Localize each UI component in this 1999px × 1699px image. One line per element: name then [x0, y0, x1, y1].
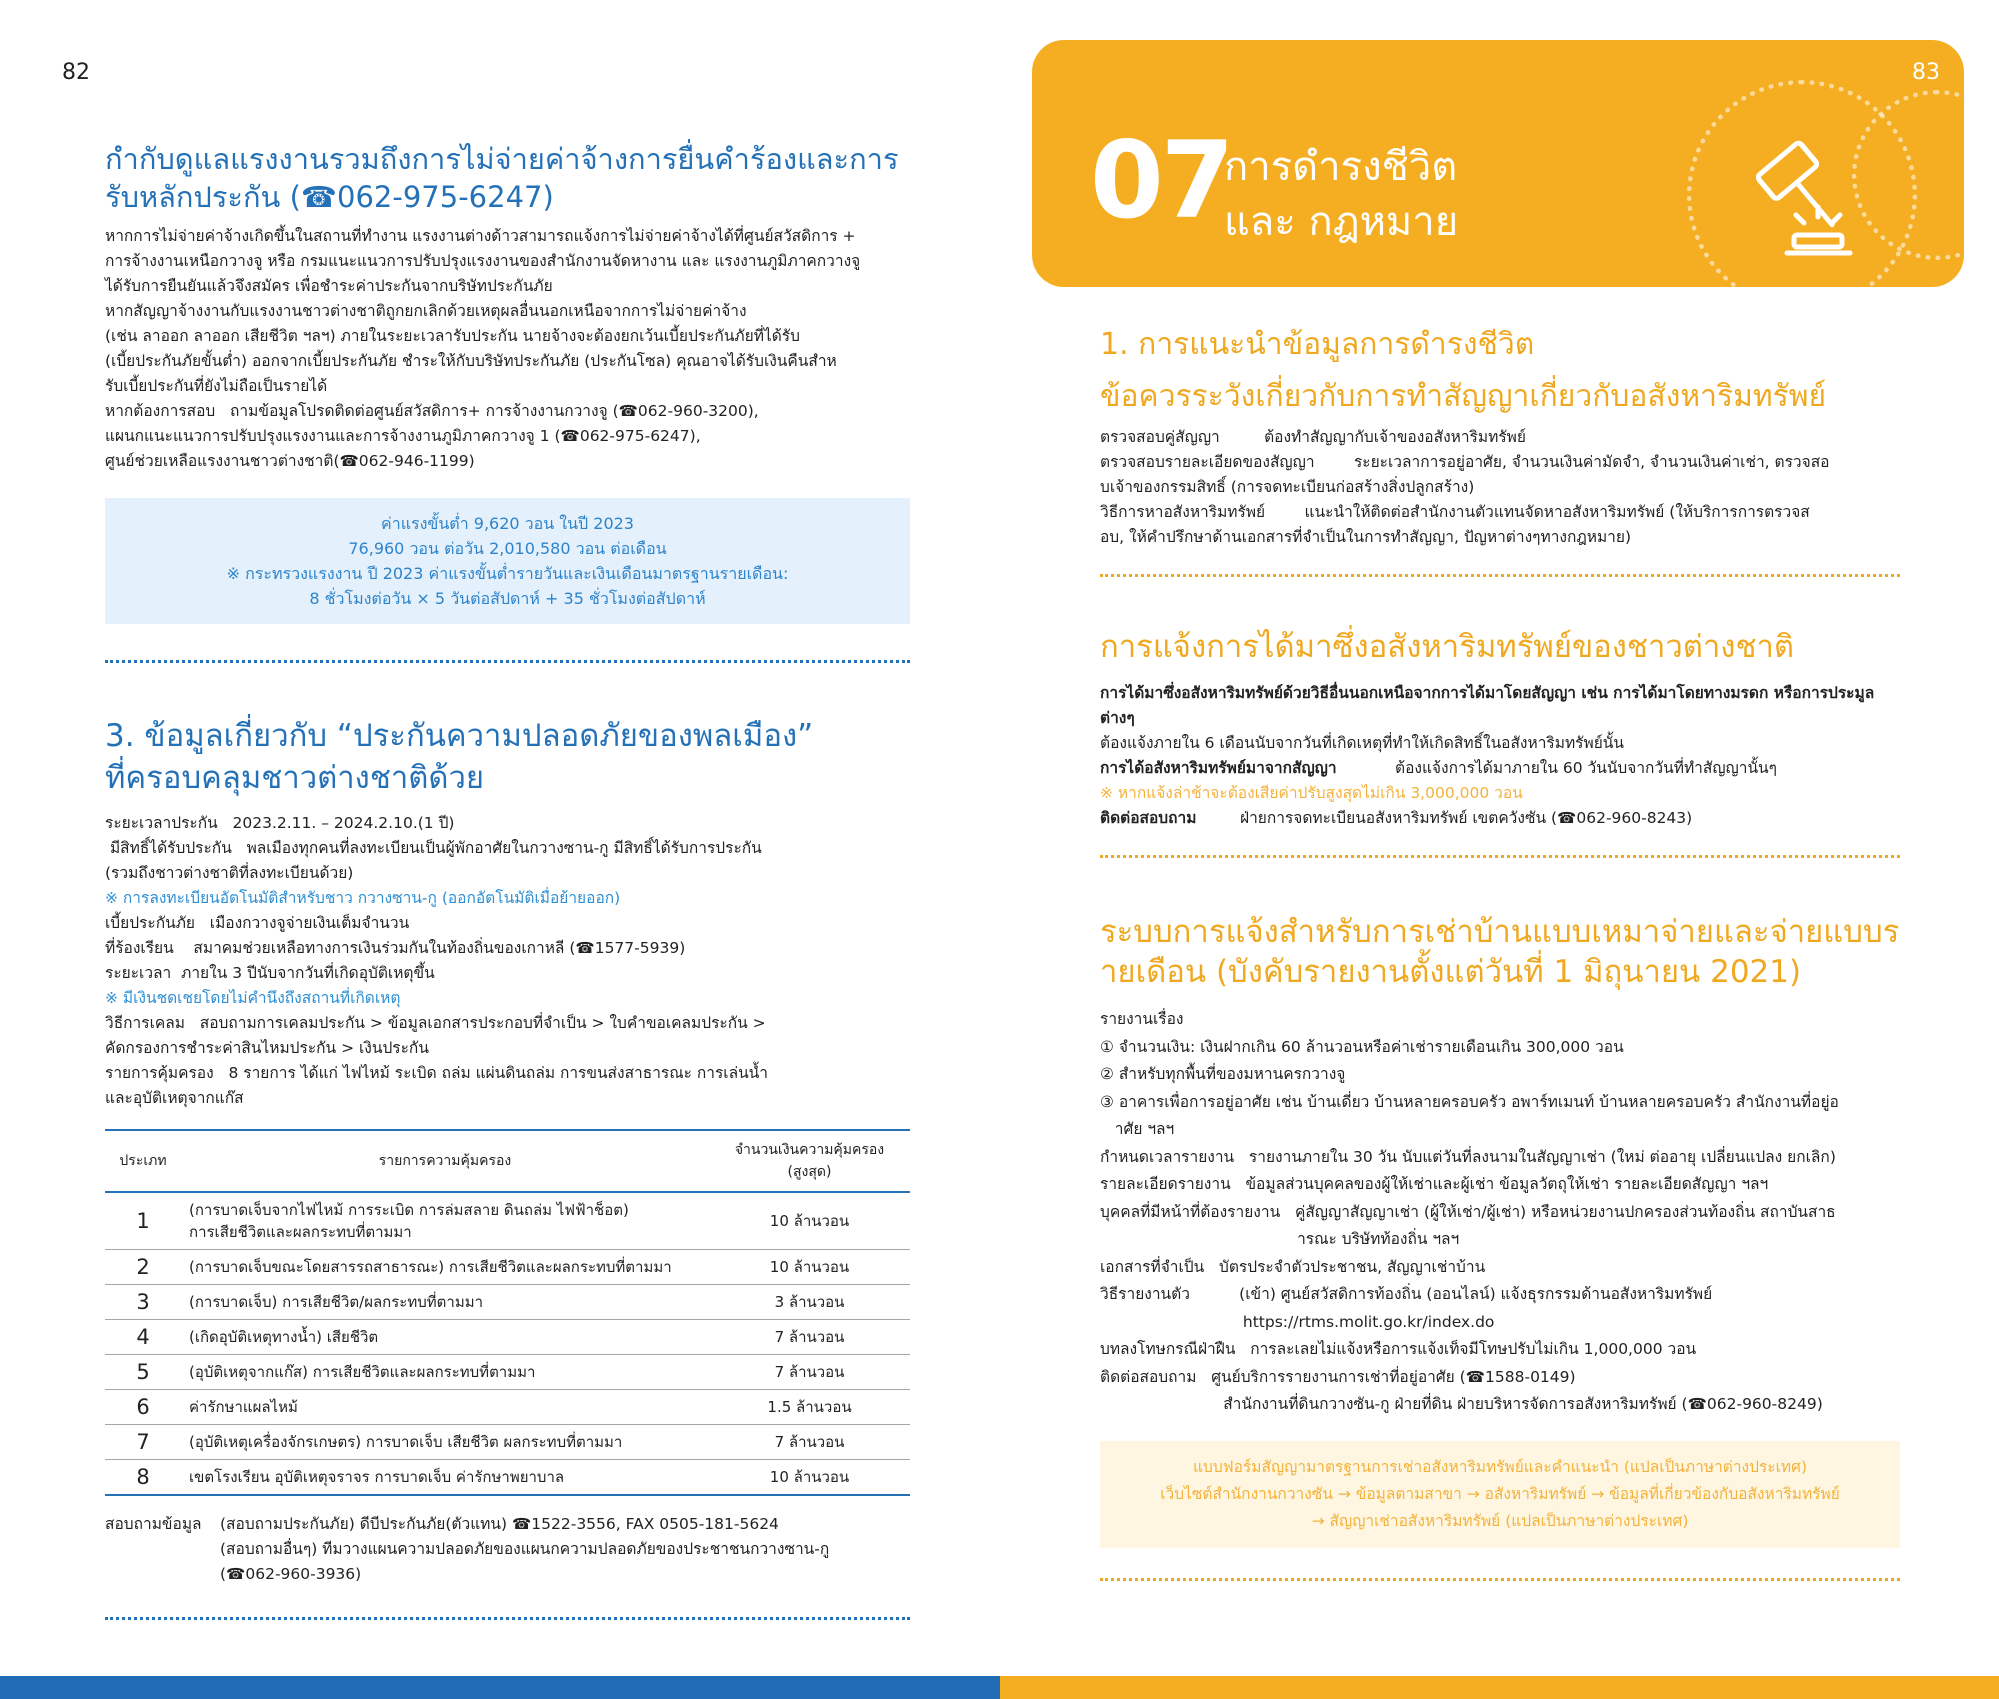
gavel-icon — [1732, 135, 1862, 265]
right-column — [1100, 325, 1900, 1603]
safety-insurance-title — [105, 715, 910, 799]
title-line: ที่ครอบคลุมชาวต่างชาติด้วย — [105, 760, 485, 796]
contract-details — [1100, 425, 1900, 550]
text-line: หากสัญญาจ้างงานกับแรงงานชาวต่างชาติถูกยกเลิกด้วยเหตุผลอื่นนอกเหนือจากการไม่จ่ายค่าจ้าง — [105, 302, 747, 320]
acquisition-title: การแจ้งการได้มาซึ่งอสังหาริมทรัพย์ของชาวต่างชาติ — [1100, 629, 1795, 665]
column-header: รายการความคุ้มครอง — [181, 1130, 709, 1192]
row-description: (การบาดเจ็บจากไฟไหม้ การระเบิด การล่มสลาย ดินถล่ม ไฟฟ้าช็อต) การเสียชีวิตและผลกระทบที่ตามมา — [181, 1192, 709, 1250]
row-amount: 3 ล้านวอน — [709, 1285, 910, 1320]
table-header-row — [105, 1130, 910, 1192]
inquiry-line: (☎062-960-3936) — [220, 1565, 362, 1583]
row-number: 7 — [105, 1425, 181, 1460]
chapter-header — [1032, 40, 1964, 287]
text-line: บทลงโทษกรณีฝ่าฝืน การละเลยไม่แจ้งหรือการแจ้งเท็จมีโทษปรับไม่เกิน 1,000,000 วอน — [1100, 1340, 1697, 1358]
text-line: วิธีการหาอสังหาริมทรัพย์ แนะนำให้ติดต่อสำนักงานตัวแทนจัดหาอสังหาริมทรัพย์ (ให้บริการการตรวจส — [1100, 503, 1810, 521]
text-line: คัดกรองการชำระค่าสินไหมประกัน > เงินประกัน — [105, 1039, 429, 1057]
minimum-wage-box — [105, 498, 910, 624]
text-line: รายงานเรื่อง — [1100, 1010, 1184, 1028]
row-description: ค่ารักษาแผลไหม้ — [181, 1390, 709, 1425]
footer-bar-left — [0, 1676, 1000, 1699]
row-description: เขตโรงเรียน อุบัติเหตุจราจร การบาดเจ็บ ค่ารักษาพยาบาล — [181, 1460, 709, 1496]
safety-insurance-details — [105, 811, 910, 1111]
row-number: 6 — [105, 1390, 181, 1425]
text-line: (เบี้ยประกันภัยขั้นต่ำ) ออกจากเบี้ยประกันภัย ชำระให้กับบริษัทประกันภัย (ประกันโซล) คุณอาจได้รับเงินคืนสำห — [105, 352, 837, 370]
text-line: แผนกแนะแนวการปรับปรุงแรงงานและการจ้างงานภูมิภาคกวางจู 1 (☎062-975-6247), — [105, 427, 701, 445]
table-row — [105, 1425, 910, 1460]
divider — [1100, 855, 1900, 858]
contact-label: ติดต่อสอบถาม — [1100, 809, 1197, 827]
row-amount: 7 ล้านวอน — [709, 1425, 910, 1460]
text-line: าศัย ฯลฯ — [1100, 1120, 1175, 1138]
chapter-title — [1224, 140, 1458, 250]
table-row — [105, 1285, 910, 1320]
row-description: (การบาดเจ็บขณะโดยสารรถสาธารณะ) การเสียชีวิตและผลกระทบที่ตามมา — [181, 1250, 709, 1285]
row-number: 3 — [105, 1285, 181, 1320]
table-row — [105, 1192, 910, 1250]
row-number: 5 — [105, 1355, 181, 1390]
text-line: ติดต่อสอบถาม ศูนย์บริการรายงานการเช่าที่อยู่อาศัย (☎1588-0149) — [1100, 1367, 1576, 1386]
acquisition-bold-line: การได้มาซึ่งอสังหาริมทรัพย์ด้วยวิธีอื่นนอกเหนือจากการได้มาโดยสัญญา เช่น การได้มาโดยทางมรดก หรือการประมูลต่างๆ — [1100, 684, 1875, 727]
page-number-right: 83 — [1912, 60, 1940, 85]
text-line: วิธีรายงานตัว (เข้า) ศูนย์สวัสดิการท้องถิ่น (ออนไลน์) แจ้งธุรกรรมด้านอสังหาริมทรัพย์ — [1100, 1285, 1713, 1303]
text-line: กำหนดเวลารายงาน รายงานภายใน 30 วัน นับแต่วันที่ลงนามในสัญญาเช่า (ใหม่ ต่ออายุ เปลี่ยนแปลง ยกเลิก) — [1100, 1147, 1836, 1166]
column-header: จำนวนเงินความคุ้มครอง (สูงสุด) — [709, 1130, 910, 1192]
page-number-left: 82 — [62, 60, 90, 85]
lease-form-box — [1100, 1441, 1900, 1548]
coverage-table — [105, 1129, 910, 1496]
divider — [105, 660, 910, 663]
text-line: (รวมถึงชาวต่างชาติที่ลงทะเบียนด้วย) — [105, 864, 354, 882]
inquiry-label: สอบถามข้อมูล — [105, 1515, 202, 1533]
inquiry-line: (สอบถามอื่นๆ) ทีมวางแผนความปลอดภัยของแผนกความปลอดภัยของประชาชนกวางซาน-กู — [220, 1540, 830, 1558]
text-line: ระยะเวลาประกัน 2023.2.11. – 2024.2.10.(1 ปี) — [105, 814, 455, 832]
wage-line: 8 ชั่วโมงต่อวัน × 5 วันต่อสัปดาห์ + 35 ชั่วโมงต่อสัปดาห์ — [309, 589, 706, 608]
text-line: เบี้ยประกันภัย เมืองกวางจูจ่ายเงินเต็มจำนวน — [105, 914, 410, 932]
life-info-title: 1. การแนะนำข้อมูลการดำรงชีวิต — [1100, 327, 1535, 362]
text-line: รายละเอียดรายงาน ข้อมูลส่วนบุคคลของผู้ให้เช่าและผู้เช่า ข้อมูลวัตถุให้เช่า รายละเอียดสัญญา ฯลฯ — [1100, 1175, 1769, 1193]
text-line: หากต้องการสอบ ถามข้อมูลโปรดติดต่อศูนย์สวัสดิการ+ การจ้างงานกวางจู (☎062-960-3200), — [105, 402, 759, 420]
divider — [1100, 574, 1900, 577]
text-line: https://rtms.molit.go.kr/index.do — [1100, 1312, 1495, 1331]
title-line: ายเดือน (บังคับรายงานตั้งแต่วันที่ 1 มิถุนายน 2021) — [1100, 954, 1802, 990]
text-line: ต้องแจ้งภายใน 6 เดือนนับจากวันที่เกิดเหตุที่ทำให้เกิดสิทธิ์ในอสังหาริมทรัพย์นั้น — [1100, 734, 1624, 752]
rent-report-details — [1100, 1006, 1900, 1419]
wage-line: ※ กระทรวงแรงงาน ปี 2023 ค่าแรงขั้นต่ำรายวันและเงินเดือนมาตรฐานรายเดือน: — [226, 564, 789, 583]
text-line: รายการคุ้มครอง 8 รายการ ได้แก่ ไฟไหม้ ระเบิด ถล่ม แผ่นดินถล่ม การขนส่งสาธารณะ การเล่นน้ำ — [105, 1064, 768, 1082]
table-row — [105, 1390, 910, 1425]
text-line: ① จำนวนเงิน: เงินฝากเกิน 60 ล้านวอนหรือค่าเช่ารายเดือนเกิน 300,000 วอน — [1100, 1037, 1624, 1056]
title-line: 3. ข้อมูลเกี่ยวกับ “ประกันความปลอดภัยของพลเมือง” — [105, 718, 814, 754]
wage-line: ค่าแรงขั้นต่ำ 9,620 วอน ในปี 2023 — [381, 514, 634, 533]
row-description: (การบาดเจ็บ) การเสียชีวิต/ผลกระทบที่ตามมา — [181, 1285, 709, 1320]
row-amount: 7 ล้านวอน — [709, 1320, 910, 1355]
form-line: แบบฟอร์มสัญญามาตรฐานการเช่าอสังหาริมทรัพย์และคำแนะนำ (แปลเป็นภาษาต่างประเทศ) — [1192, 1457, 1807, 1476]
text-line: เอกสารที่จำเป็น บัตรประจำตัวประชาชน, สัญญาเช่าบ้าน — [1100, 1257, 1486, 1276]
fine-note: ※ หากแจ้งล่าช้าจะต้องเสียค่าปรับสูงสุดไม่เกิน 3,000,000 วอน — [1100, 784, 1523, 802]
table-row — [105, 1320, 910, 1355]
row-amount: 10 ล้านวอน — [709, 1460, 910, 1496]
row-number: 2 — [105, 1250, 181, 1285]
row-amount: 10 ล้านวอน — [709, 1192, 910, 1250]
wage-line: 76,960 วอน ต่อวัน 2,010,580 วอน ต่อเดือน — [348, 539, 667, 558]
text-line: ระยะเวลา ภายใน 3 ปีนับจากวันที่เกิดอุบัติเหตุขึ้น — [105, 964, 435, 982]
text-line: บเจ้าของกรรมสิทธิ์ (การจดทะเบียนก่อสร้างสิ่งปลูกสร้าง) — [1100, 478, 1475, 496]
text-line: ารณะ บริษัทท้องถิ่น ฯลฯ — [1100, 1230, 1460, 1248]
row-amount: 7 ล้านวอน — [709, 1355, 910, 1390]
text-line: ศูนย์ช่วยเหลือแรงงานชาวต่างชาติ(☎062-946-1199) — [105, 452, 475, 470]
text-line: ② สำหรับทุกพื้นที่ของมหานครกวางจู — [1100, 1065, 1346, 1083]
form-line: → สัญญาเช่าอสังหาริมทรัพย์ (แปลเป็นภาษาต่างประเทศ) — [1311, 1511, 1689, 1530]
table-row — [105, 1355, 910, 1390]
divider — [1100, 1578, 1900, 1581]
table-row — [105, 1250, 910, 1285]
left-column — [105, 140, 910, 1642]
row-number: 1 — [105, 1192, 181, 1250]
row-description: (อุบัติเหตุจากแก๊ส) การเสียชีวิตและผลกระทบที่ตามมา — [181, 1355, 709, 1390]
note-line: ※ การลงทะเบียนอัตโนมัติสำหรับชาว กวางซาน-กู (ออกอัตโนมัติเมื่อย้ายออก) — [105, 889, 621, 907]
divider — [105, 1617, 910, 1620]
text-line: มีสิทธิ์ได้รับประกัน พลเมืองทุกคนที่ลงทะเบียนเป็นผู้พักอาศัยในกวางซาน-กู มีสิทธิ์ได้รับการประกัน — [105, 839, 762, 857]
text-line: วิธีการเคลม สอบถามการเคลมประกัน > ข้อมูลเอกสารประกอบที่จำเป็น > ใบคำขอเคลมประกัน > — [105, 1014, 766, 1032]
text-line: หากการไม่จ่ายค่าจ้างเกิดขึ้นในสถานที่ทำงาน แรงงานต่างด้าวสามารถแจ้งการไม่จ่ายค่าจ้างได้ที่ศูนย์สวัสดิการ + — [105, 227, 856, 245]
text-line: ต้องแจ้งการได้มาภายใน 60 วันนับจากวันที่ทำสัญญานั้นๆ — [1395, 759, 1777, 777]
chapter-number: 07 — [1090, 119, 1232, 242]
acquisition-bold-line: การได้อสังหาริมทรัพย์มาจากสัญญา — [1100, 759, 1337, 777]
labor-section-title: กำกับดูแลแรงงานรวมถึงการไม่จ่ายค่าจ้างการยื่นคำร้องและการรับหลักประกัน (☎062-975-6247) — [105, 142, 899, 214]
note-line: ※ มีเงินชดเชยโดยไม่คำนึงถึงสถานที่เกิดเหตุ — [105, 989, 401, 1007]
title-line: ระบบการแจ้งสำหรับการเช่าบ้านแบบเหมาจ่ายและจ่ายแบบร — [1100, 914, 1900, 950]
column-header: ประเภท — [105, 1130, 181, 1192]
row-amount: 10 ล้านวอน — [709, 1250, 910, 1285]
table-row — [105, 1460, 910, 1496]
chapter-title-line: การดำรงชีวิต — [1224, 144, 1458, 190]
text-line: บุคคลที่มีหน้าที่ต้องรายงาน คู่สัญญาสัญญาเช่า (ผู้ให้เช่า/ผู้เช่า) หรือหน่วยงานปกครองส่วนท้องถิ่น สถาบันสาธ — [1100, 1202, 1836, 1221]
acquisition-details — [1100, 681, 1900, 831]
text-line: สำนักงานที่ดินกวางซัน-กู ฝ่ายที่ดิน ฝ่ายบริหารจัดการอสังหาริมทรัพย์ (☎062-960-8249) — [1100, 1395, 1823, 1413]
text-line: อบ, ให้คำปรึกษาด้านเอกสารที่จำเป็นในการทำสัญญา, ปัญหาต่างๆทางกฎหมาย) — [1100, 528, 1632, 546]
contract-title: ข้อควรระวังเกี่ยวกับการทำสัญญาเกี่ยวกับอสังหาริมทรัพย์ — [1100, 379, 1827, 414]
text-line: การจ้างงานเหนือกวางจู หรือ กรมแนะแนวการปรับปรุงแรงงานของสำนักงานจัดหางาน และ แรงงานภูมิภาคกวางจู — [105, 252, 861, 270]
row-number: 4 — [105, 1320, 181, 1355]
text-line: และอุบัติเหตุจากแก๊ส — [105, 1089, 244, 1107]
text-line: ได้รับการยืนยันแล้วจึงสมัคร เพื่อชำระค่าประกันจากบริษัทประกันภัย — [105, 277, 553, 295]
row-number: 8 — [105, 1460, 181, 1496]
inquiry-line: (สอบถามประกันภัย) ดีบีประกันภัย(ตัวแทน) ☎1522-3556, FAX 0505-181-5624 — [220, 1515, 779, 1533]
row-amount: 1.5 ล้านวอน — [709, 1390, 910, 1425]
labor-paragraph — [105, 224, 910, 474]
text-line: รับเบี้ยประกันที่ยังไม่ถือเป็นรายได้ — [105, 377, 328, 395]
footer-bar-right — [1000, 1676, 1999, 1699]
form-line: เว็บไซต์สำนักงานกวางซัน → ข้อมูลตามสาขา → อสังหาริมทรัพย์ → ข้อมูลที่เกี่ยวข้องกับอสังหาริมทรัพย์ — [1160, 1484, 1840, 1503]
rent-report-title — [1100, 912, 1900, 992]
text-line: (เช่น ลาออก ลาออก เสียชีวิต ฯลฯ) ภายในระยะเวลารับประกัน นายจ้างจะต้องยกเว้นเบี้ยประกันภัยที่ได้รับ — [105, 327, 800, 345]
inquiry-block — [105, 1512, 910, 1587]
text-line: ตรวจสอบคู่สัญญา ต้องทำสัญญากับเจ้าของอสังหาริมทรัพย์ — [1100, 428, 1526, 446]
text-line: ③ อาคารเพื่อการอยู่อาศัย เช่น บ้านเดี่ยว บ้านหลายครอบครัว อพาร์ทเมนท์ บ้านหลายครอบครัว สำนักงานที่อยู่อ — [1100, 1092, 1839, 1111]
contact-info: ฝ่ายการจดทะเบียนอสังหาริมทรัพย์ เขตควังซัน (☎062-960-8243) — [1240, 809, 1693, 827]
text-line: ตรวจสอบรายละเอียดของสัญญา ระยะเวลาการอยู่อาศัย, จำนวนเงินค่ามัดจำ, จำนวนเงินค่าเช่า, ตรวจสอ — [1100, 453, 1830, 471]
row-description: (เกิดอุบัติเหตุทางน้ำ) เสียชีวิต — [181, 1320, 709, 1355]
row-description: (อุบัติเหตุเครื่องจักรเกษตร) การบาดเจ็บ เสียชีวิต ผลกระทบที่ตามมา — [181, 1425, 709, 1460]
chapter-title-line: และ กฎหมาย — [1224, 199, 1459, 245]
text-line: ที่ร้องเรียน สมาคมช่วยเหลือทางการเงินร่วมกันในท้องถิ่นของเกาหลี (☎1577-5939) — [105, 939, 686, 957]
